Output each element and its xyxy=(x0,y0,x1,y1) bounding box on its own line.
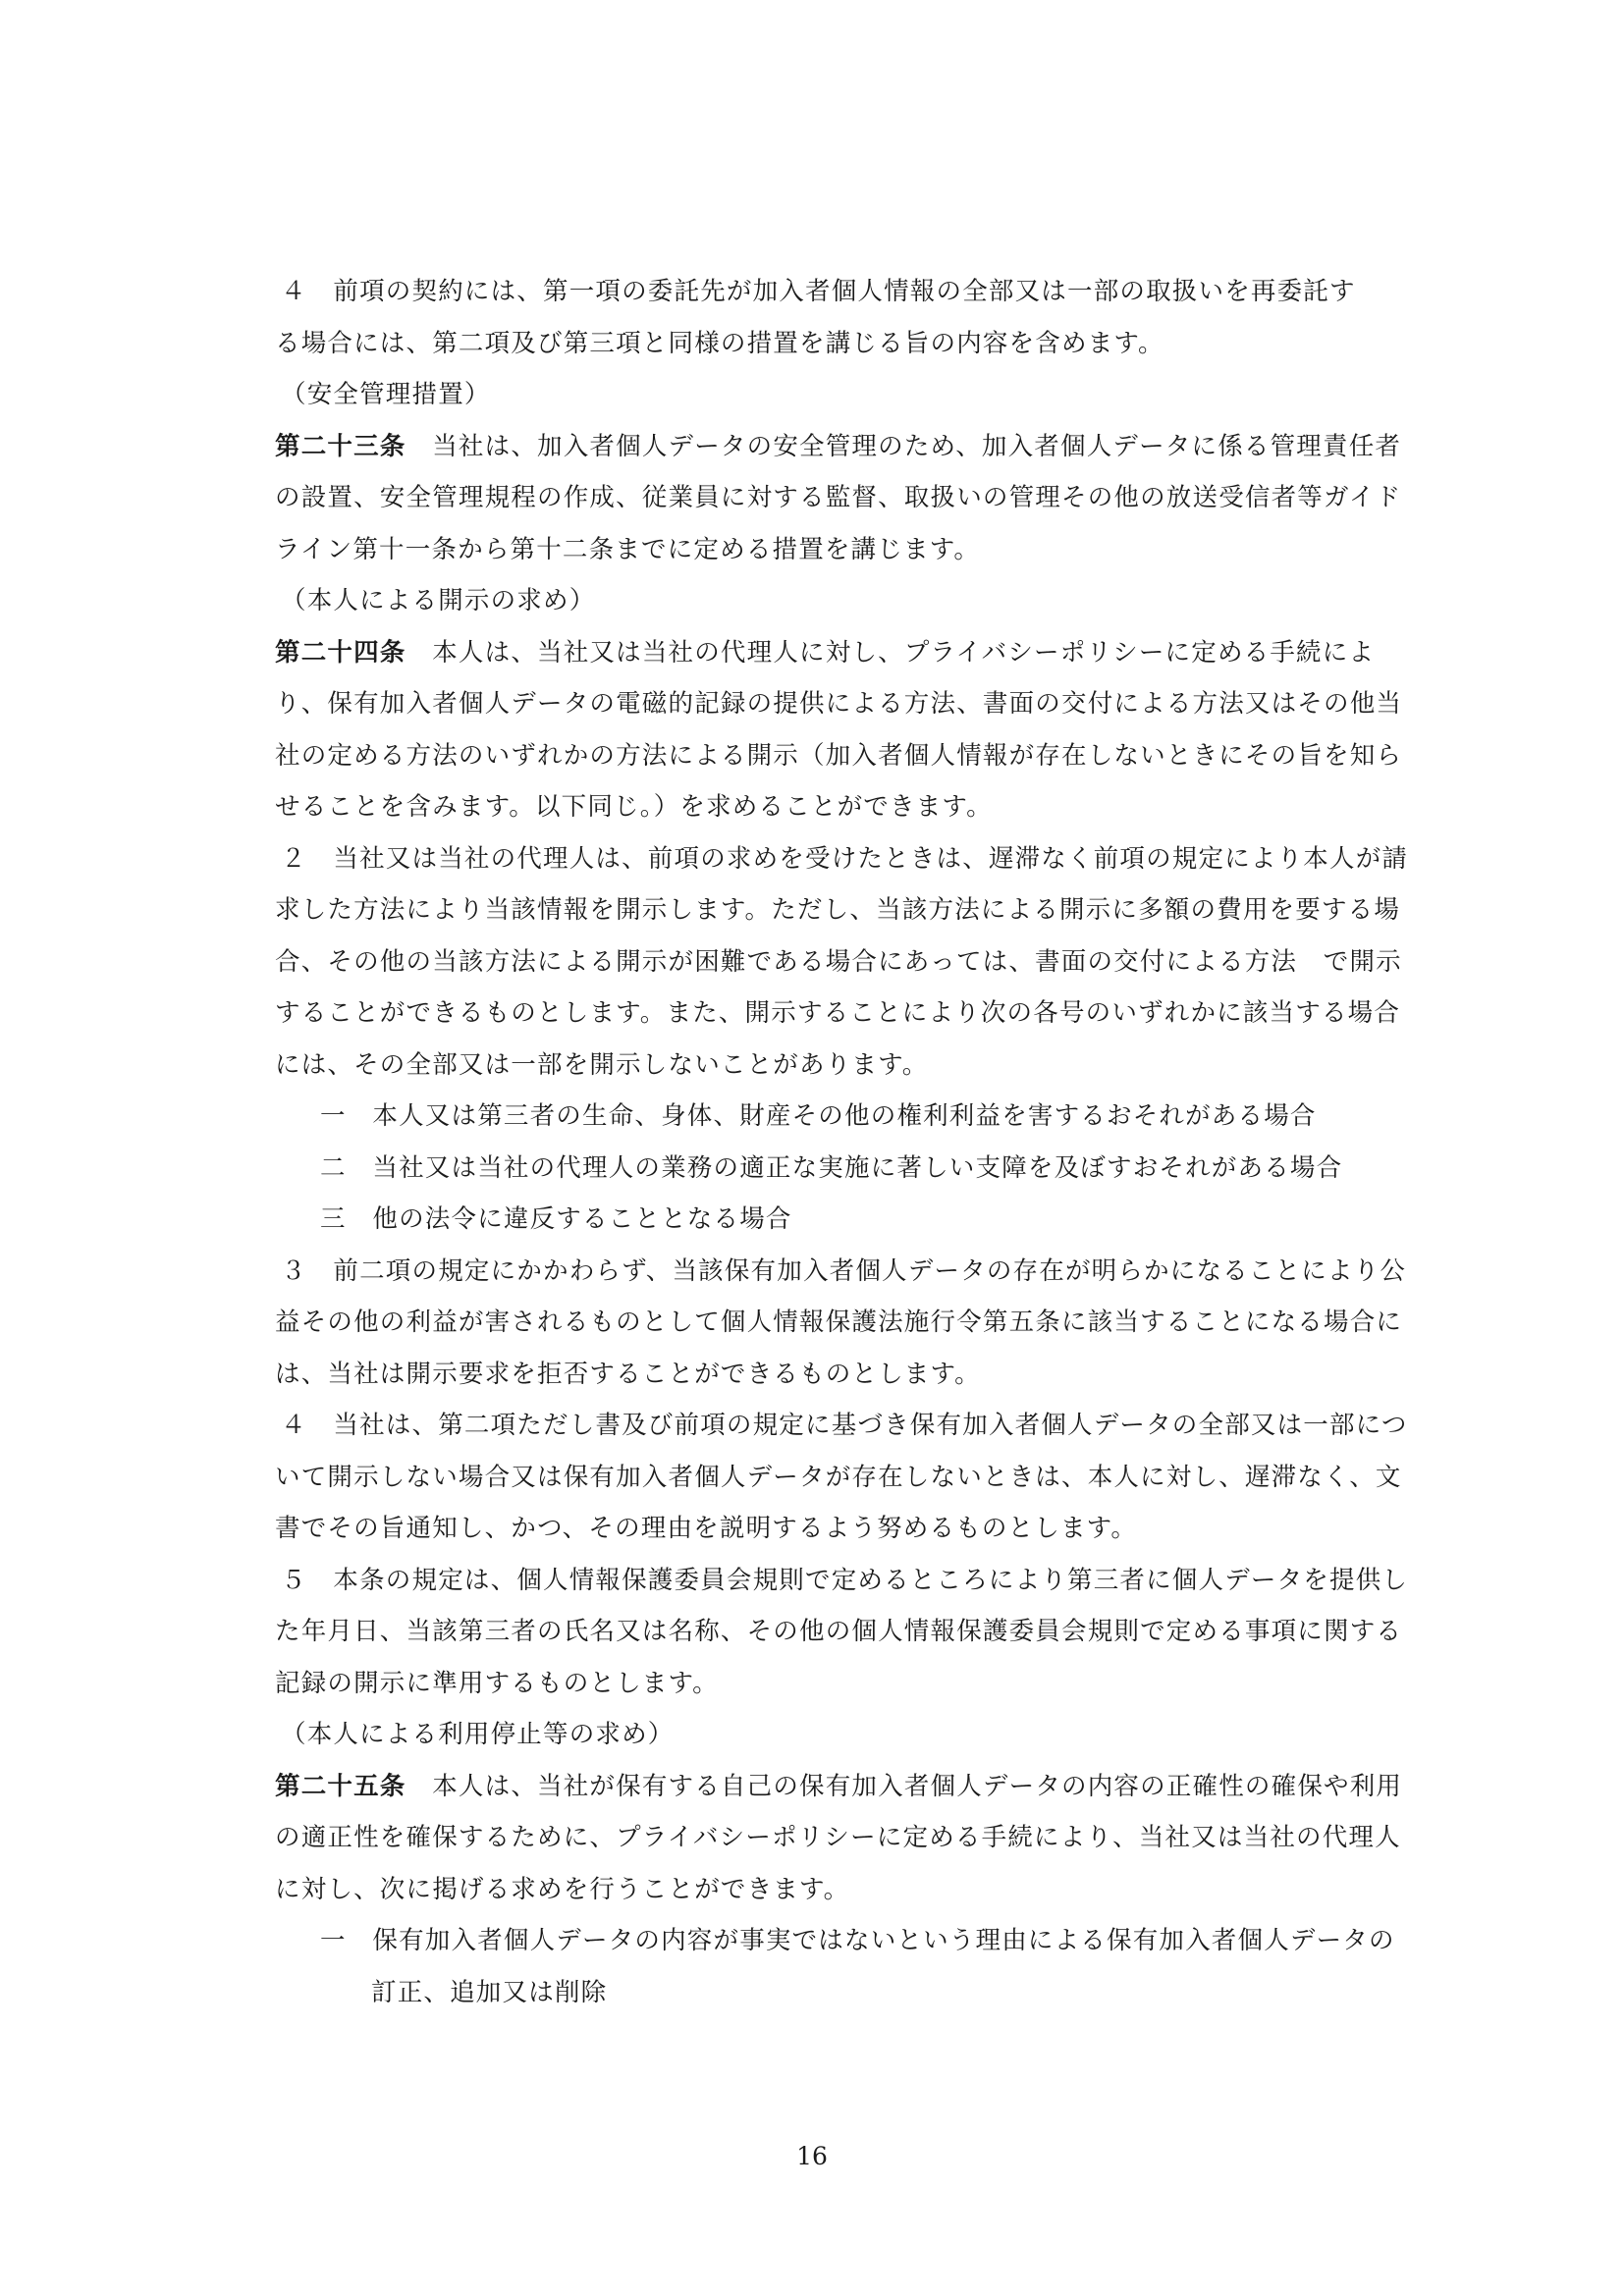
paragraph-line: ４ 前項の契約には、第一項の委託先が加入者個人情報の全部又は一部の取扱いを再委託す xyxy=(281,277,1356,306)
paragraph-line: の適正性を確保するために、プライバシーポリシーに定める手続により、当社又は当社の代理人 xyxy=(275,1823,1401,1852)
paragraph-line: 合、その他の当該方法による開示が困難である場合にあっては、書面の交付による方法 で開示 xyxy=(275,946,1402,977)
list-item: 一 本人又は第三者の生命、身体、財産その他の権利利益を害するおそれがある場合 xyxy=(320,1101,1317,1131)
paragraph-line: 益その他の利益が害されるものとして個人情報保護法施行令第五条に該当することになる場合に xyxy=(275,1308,1403,1337)
paragraph-line: る場合には、第二項及び第三項と同様の措置を講じる旨の内容を含めます。 xyxy=(275,328,1164,358)
article-title: 第二十五条 xyxy=(275,1771,406,1801)
paragraph-line: の設置、安全管理規程の作成、従業員に対する監督、取扱いの管理その他の放送受信者等ガイド xyxy=(275,483,1402,512)
paragraph-line: 記録の開示に準用するものとします。 xyxy=(275,1668,719,1698)
article-line xyxy=(275,627,1522,679)
paragraph-line: に対し、次に掲げる求めを行うことができます。 xyxy=(275,1874,850,1904)
section-heading: （本人による開示の求め） xyxy=(281,586,596,615)
article-text: 当社は、加入者個人データの安全管理のため、加入者個人データに係る管理責任者 xyxy=(406,431,1402,461)
article-title: 第二十三条 xyxy=(275,431,406,461)
paragraph-line: り、保有加入者個人データの電磁的記録の提供による方法、書面の交付による方法又はその他当 xyxy=(275,689,1403,719)
paragraph-line: た年月日、当該第三者の氏名又は名称、その他の個人情報保護委員会規則で定める事項に関する xyxy=(275,1617,1403,1646)
paragraph-line: には、その全部又は一部を開示しないことがあります。 xyxy=(275,1049,929,1080)
list-item: 一 保有加入者個人データの内容が事実ではないという理由による保有加入者個人データの xyxy=(320,1926,1395,1955)
paragraph-line: ４ 当社は、第二項ただし書及び前項の規定に基づき保有加入者個人データの全部又は一部につ xyxy=(281,1411,1408,1440)
paragraph-line: ２ 当社又は当社の代理人は、前項の求めを受けたときは、遅滞なく前項の規定により本人が請 xyxy=(281,843,1409,874)
article-title: 第二十四条 xyxy=(275,637,406,667)
list-item: 二 当社又は当社の代理人の業務の適正な実施に著しい支障を及ぼすおそれがある場合 xyxy=(320,1152,1343,1183)
paragraph-line: することができるものとします。また、開示することにより次の各号のいずれかに該当する場合 xyxy=(275,998,1401,1028)
section-heading: （本人による利用停止等の求め） xyxy=(281,1720,675,1749)
article-line xyxy=(275,1761,1522,1813)
paragraph-line: ライン第十一条から第十二条までに定める措置を講じます。 xyxy=(275,534,981,564)
paragraph-line: ３ 前二項の規定にかかわらず、当該保有加入者個人データの存在が明らかになることにより公 xyxy=(281,1255,1407,1286)
paragraph-line: ５ 本条の規定は、個人情報保護委員会規則で定めるところにより第三者に個人データを提供し xyxy=(281,1565,1409,1595)
paragraph-line: は、当社は開示要求を拒否することができるものとします。 xyxy=(275,1359,981,1389)
article-text: 本人は、当社が保有する自己の保有加入者個人データの内容の正確性の確保や利用 xyxy=(406,1771,1403,1801)
section-heading: （安全管理措置） xyxy=(281,380,491,409)
list-item: 三 他の法令に違反することとなる場合 xyxy=(320,1204,792,1234)
paragraph-line: 社の定める方法のいずれかの方法による開示（加入者個人情報が存在しないときにその旨を知ら xyxy=(275,740,1403,771)
page-number: 16 xyxy=(796,2142,828,2170)
paragraph-line: 書でその旨通知し、かつ、その理由を説明するよう努めるものとします。 xyxy=(275,1514,1138,1543)
document-body xyxy=(275,266,1522,2018)
paragraph-line: いて開示しない場合又は保有加入者個人データが存在しないときは、本人に対し、遅滞なく、文 xyxy=(275,1462,1402,1492)
article-text: 本人は、当社又は当社の代理人に対し、プライバシーポリシーに定める手続によ xyxy=(406,637,1376,667)
paragraph-line: せることを含みます。以下同じ。）を求めることができます。 xyxy=(275,792,993,822)
article-line xyxy=(275,421,1522,473)
paragraph-line: 求した方法により当該情報を開示します。ただし、当該方法による開示に多額の費用を要する場 xyxy=(275,895,1401,925)
list-item-continuation: 訂正、追加又は削除 xyxy=(371,1977,608,2007)
